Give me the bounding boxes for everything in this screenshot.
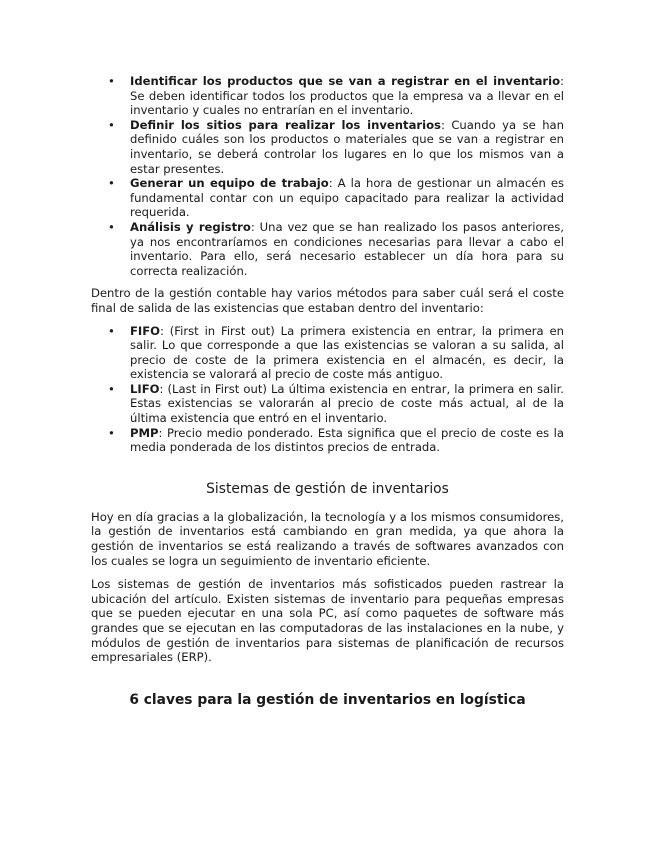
list-item-term: FIFO (130, 323, 161, 338)
list-item-term: LIFO (130, 381, 160, 396)
paragraph-sophisticated-systems: Los sistemas de gestión de inventarios más sofisticados pueden rastrear la ubicación del artículo. Existen sistemas de inventario para pequeñas empresas que se pueden ejecutar en una sola PC, así como paquetes de software más grandes que se ejecutan en las computadoras de las instalaciones en la nube, y módulos de gestión de inventarios para sistemas de planificación de recursos empresariales (ERP). (91, 577, 564, 665)
section-heading-inventory-systems: Sistemas de gestión de inventarios (206, 480, 449, 497)
bullet-icon: • (108, 117, 115, 132)
list-item (91, 324, 564, 382)
bullet-icon: • (108, 219, 115, 234)
bullet-icon: • (108, 425, 115, 440)
section-heading-six-keys: 6 claves para la gestión de inventarios en logística (129, 691, 526, 708)
list-item (91, 176, 564, 220)
list-item-text: : (First in First out) La primera existencia en entrar, la primera en salir. Lo que corresponde a que las existencias se valoran a su salida, al precio de coste de la primera existencia en el almacén, es decir, la existencia se valorará al precio de coste más antiguo. (130, 323, 564, 382)
list-item-text: : Cuando ya se han definido cuáles son los productos o materiales que se van a registrar en inventario, se deberá controlar los lugares en lo que los mismos van a estar presentes. (130, 117, 565, 176)
bullet-icon: • (108, 74, 115, 88)
bullet-icon: • (108, 381, 115, 396)
paragraph-globalization: Hoy en día gracias a la globalización, la tecnología y a los mismos consumidores, la gestión de inventarios está cambiando en gran medida, ya que ahora la gestión de inventarios se está realizando a través de softwares avanzados con los cuales se logra un seguimiento de inventario eficiente. (91, 509, 564, 568)
bullet-icon: • (108, 323, 115, 338)
page-content (91, 74, 564, 709)
list-item-text: : (Last in First out) La última existencia en entrar, la primera en salir. Estas existencias se valorarán al precio de coste más actual, al de la última existencia que entró en el inventario. (130, 381, 564, 426)
list-item-term: Identificar los productos que se van a registrar en el inventario (130, 74, 561, 88)
list-item-text: : Precio medio ponderado. Esta significa que el precio de coste es la media ponderada de los distintos precios de entrada. (130, 425, 564, 455)
list-item (91, 426, 564, 455)
list-item (91, 382, 564, 426)
list-item-term: Análisis y registro (130, 219, 251, 234)
methods-intro-paragraph: Dentro de la gestión contable hay varios métodos para saber cuál será el coste final de salida de las existencias que estaban dentro del inventario: (91, 286, 564, 315)
list-item (91, 118, 564, 176)
inventory-steps-list (91, 74, 564, 278)
list-item (91, 74, 564, 118)
list-item-term: Generar un equipo de trabajo (130, 176, 329, 191)
list-item-term: PMP (130, 425, 159, 440)
valuation-methods-list (91, 324, 564, 455)
list-item-term: Definir los sitios para realizar los inventarios (130, 117, 441, 132)
list-item-text: : Una vez que se han realizado los pasos anteriores, ya nos encontraríamos en condiciones necesarias para llevar a cabo el inventario. Para ello, será necesario establecer un día hora para su correcta realización. (130, 219, 564, 278)
list-item (91, 220, 564, 278)
list-item-text: : A la hora de gestionar un almacén es fundamental contar con un equipo capacitado para realizar la actividad requerida. (130, 176, 564, 220)
bullet-icon: • (108, 176, 115, 191)
list-item-text: : Se deben identificar todos los productos que la empresa va a llevar en el inventario y cuales no entrarían en el inventario. (130, 74, 564, 118)
